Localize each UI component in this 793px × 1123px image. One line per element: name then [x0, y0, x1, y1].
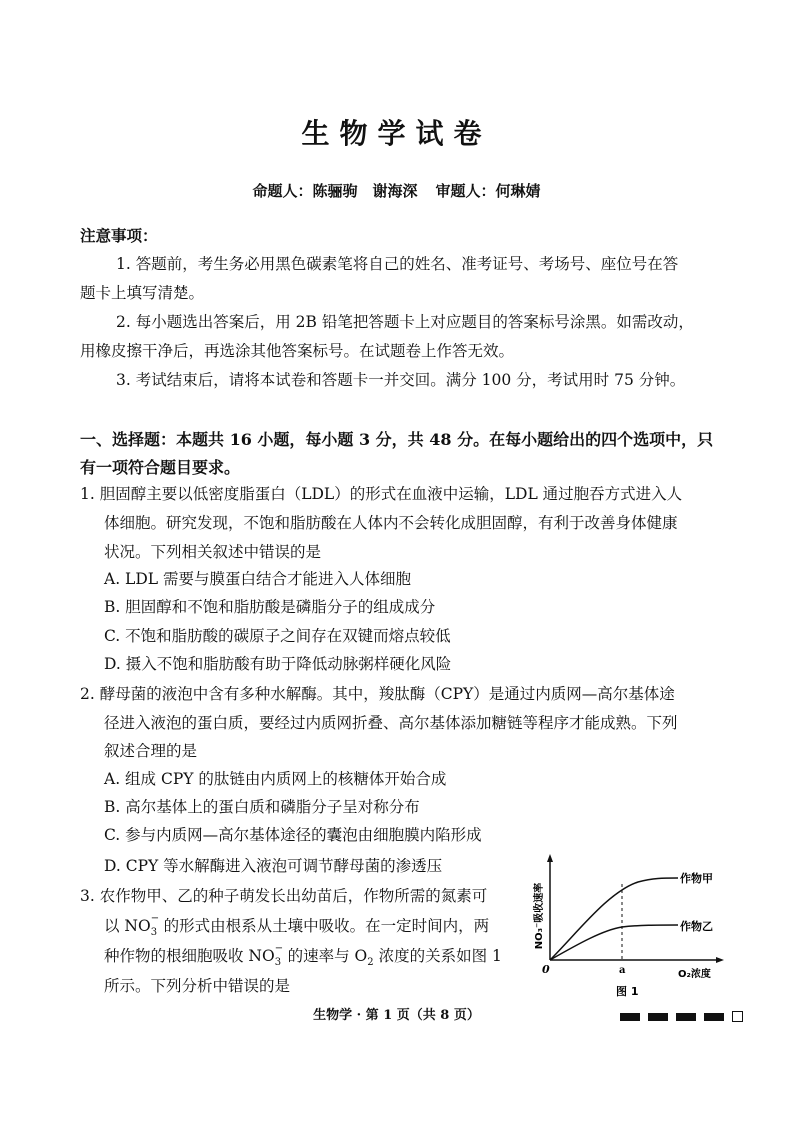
authors-setters: 命题人：陈骊驹 谢海深 — [252, 182, 418, 200]
q2-option-d: D. CPY 等水解酶进入液泡可调节酵母菌的渗透压 — [104, 857, 443, 875]
q2-stem-line-3: 叙述合理的是 — [104, 742, 198, 760]
q3-stem-line-3 — [104, 943, 502, 969]
origin-label: 0 — [542, 963, 550, 976]
q3-text: 浓度的关系如图 1 — [373, 947, 502, 965]
subscript: 2 — [367, 957, 374, 969]
figure-caption: 图 1 — [616, 985, 639, 998]
x-axis-label: O₂浓度 — [678, 969, 711, 980]
q2-stem-line-2: 径进入液泡的蛋白质，要经过内质网折叠、高尔基体添加糖链等程序才能成熟。下列 — [104, 714, 678, 732]
q3-stem-line-2 — [104, 913, 490, 938]
q1-stem-line-1: 1. 胆固醇主要以低密度脂蛋白（LDL）的形式在血液中运输，LDL 通过胞吞方式进入人 — [80, 485, 683, 503]
q1-stem-line-2: 体细胞。研究发现，不饱和脂肪酸在人体内不会转化成胆固醇，有利于改善身体健康 — [104, 514, 678, 532]
scan-mark — [704, 1013, 724, 1021]
q2-option-a: A. 组成 CPY 的肽链由内质网上的核糖体开始合成 — [104, 770, 447, 788]
figure-1-graph — [528, 852, 738, 1002]
page-title: 生物学试卷 — [301, 117, 492, 150]
q2-option-c: C. 参与内质网—高尔基体途径的囊泡由细胞膜内陷形成 — [104, 826, 482, 844]
subscript: 3 — [274, 957, 282, 968]
y-axis-label: NO₃⁻吸收速率 — [534, 882, 545, 950]
legend-crop-yi: 作物乙 — [680, 920, 713, 933]
q3-text: 的形式由根系从土壤中吸收。在一定时间内，两 — [158, 917, 490, 935]
notice-item-1-line-2: 题卡上填写清楚。 — [80, 284, 205, 302]
superscript: − — [274, 943, 284, 954]
point-a-label: a — [619, 965, 626, 976]
section-heading-line-2: 有一项符合题目要求。 — [80, 458, 241, 477]
q1-option-a: A. LDL 需要与膜蛋白结合才能进入人体细胞 — [104, 570, 411, 588]
q2-stem-line-1: 2. 酵母菌的液泡中含有多种水解酶。其中，羧肽酶（CPY）是通过内质网—高尔基体途 — [80, 685, 675, 703]
notice-item-3-line-1: 3. 考试结束后，请将本试卷和答题卡一并交回。满分 100 分，考试用时 75 分钟。 — [116, 371, 686, 389]
subscript: 3 — [150, 927, 158, 938]
q3-text: 以 NO — [104, 917, 151, 935]
notice-heading: 注意事项： — [80, 226, 158, 245]
q3-stem-line-1: 3. 农作物甲、乙的种子萌发长出幼苗后，作物所需的氮素可 — [80, 887, 488, 905]
q3-text: 的速率与 O — [282, 947, 368, 965]
curve-crop-yi — [550, 925, 678, 960]
q2-option-b: B. 高尔基体上的蛋白质和磷脂分子呈对称分布 — [104, 798, 420, 816]
q1-option-b: B. 胆固醇和不饱和脂肪酸是磷脂分子的组成成分 — [104, 598, 436, 616]
q3-text: 种作物的根细胞吸收 NO — [104, 947, 275, 965]
curve-crop-jia — [550, 878, 678, 960]
nitrate-ion-scripts — [150, 913, 160, 938]
scan-mark — [676, 1013, 696, 1021]
nitrate-ion-scripts — [274, 943, 284, 968]
scan-mark — [648, 1013, 668, 1021]
page-footer: 生物学 · 第 1 页（共 8 页） — [313, 1008, 480, 1023]
author-line — [0, 180, 793, 201]
scan-marks — [620, 1006, 751, 1025]
notice-item-2-line-2: 用橡皮擦干净后，再选涂其他答案标号。在试题卷上作答无效。 — [80, 342, 515, 360]
notice-item-2-line-1: 2. 每小题选出答案后，用 2B 铅笔把答题卡上对应题目的答案标号涂黑。如需改动， — [116, 313, 694, 331]
y-axis-arrow — [547, 854, 553, 862]
authors-reviewer: 审题人：何琳婧 — [435, 182, 541, 200]
q3-stem-line-4: 所示。下列分析中错误的是 — [104, 977, 291, 995]
x-axis-arrow — [716, 957, 724, 963]
q1-option-d: D. 摄入不饱和脂肪酸有助于降低动脉粥样硬化风险 — [104, 655, 452, 673]
scan-mark — [620, 1013, 640, 1021]
legend-crop-jia: 作物甲 — [680, 872, 713, 885]
q1-stem-line-3: 状况。下列相关叙述中错误的是 — [104, 543, 322, 561]
q1-option-c: C. 不饱和脂肪酸的碳原子之间存在双键而熔点较低 — [104, 627, 451, 645]
section-heading-line-1: 一、选择题：本题共 16 小题，每小题 3 分，共 48 分。在每小题给出的四个选项中，只 — [80, 430, 714, 449]
notice-item-1-line-1: 1. 答题前，考生务必用黑色碳素笔将自己的姓名、准考证号、考场号、座位号在答 — [116, 255, 679, 273]
superscript: − — [150, 913, 160, 924]
scan-mark-open — [732, 1011, 743, 1022]
